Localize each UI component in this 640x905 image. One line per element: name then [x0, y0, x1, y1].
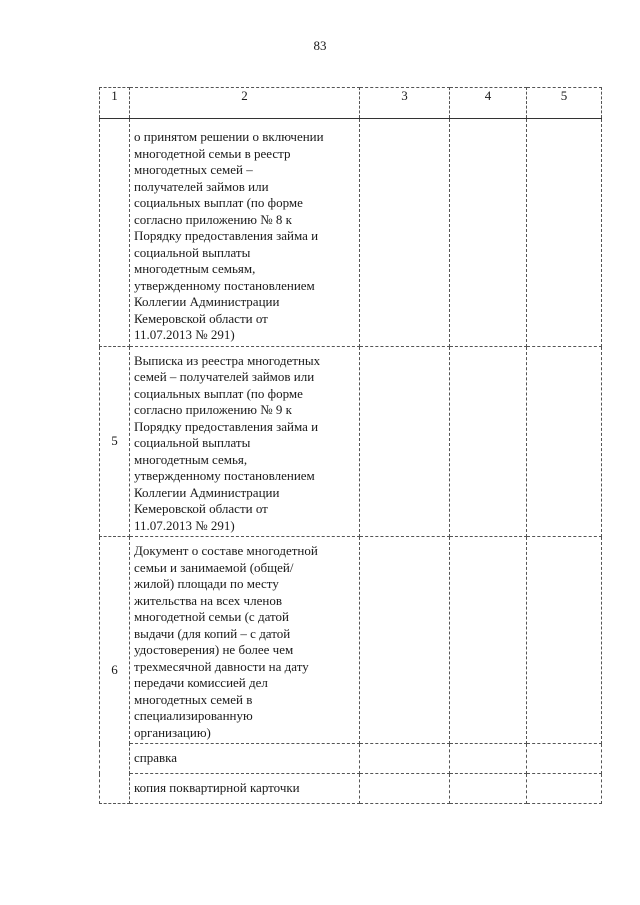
text-line: Кемеровской области от: [134, 310, 268, 326]
text-line: многодетных семей в: [134, 691, 253, 707]
empty-cell: [360, 537, 450, 744]
empty-cell: [450, 346, 527, 537]
empty-cell: [527, 744, 602, 774]
text-line: жилой) площади по месту: [134, 576, 279, 591]
text-line: утвержденному постановлением: [134, 468, 315, 483]
column-header: 2: [130, 88, 360, 119]
text-line: социальной выплаты: [134, 244, 251, 260]
text-line: Порядку предоставления займа и: [134, 418, 319, 434]
row-number: [100, 119, 130, 347]
table-header-row: [100, 88, 602, 119]
row-number: 6: [100, 537, 130, 804]
text-line: Коллегии Администрации: [134, 484, 280, 500]
column-header: 4: [450, 88, 527, 119]
table-row: [100, 537, 602, 744]
text-line: о принятом решении о включении: [134, 129, 324, 144]
table-subrow: [100, 744, 602, 774]
text-line: 11.07.2013 № 291): [134, 517, 235, 533]
table-row: [100, 346, 602, 537]
text-line: социальных выплат (по форме: [134, 195, 303, 210]
text-line: Коллегии Администрации: [134, 294, 280, 309]
documents-table: [99, 87, 602, 804]
text-line: Кемеровской области от: [134, 501, 268, 516]
empty-cell: [450, 774, 527, 804]
table-subrow: [100, 774, 602, 804]
empty-cell: [360, 119, 450, 347]
text-line: социальных выплат (по форме: [134, 385, 303, 401]
text-line: 11.07.2013 № 291): [134, 327, 235, 342]
row-number: 5: [100, 346, 130, 537]
text-line: специализированную: [134, 708, 253, 723]
empty-cell: [527, 346, 602, 537]
empty-cell: [360, 774, 450, 804]
empty-cell: [450, 537, 527, 744]
page-number: 83: [313, 38, 327, 53]
column-header: 5: [527, 88, 602, 119]
column-header: 1: [100, 88, 130, 119]
text-line: согласно приложению № 9 к: [134, 402, 292, 417]
empty-cell: [360, 744, 450, 774]
empty-cell: [450, 744, 527, 774]
document-description: [130, 537, 360, 744]
text-line: социальной выплаты: [134, 435, 251, 450]
empty-cell: [527, 537, 602, 744]
text-line: утвержденному постановлением: [134, 277, 315, 293]
empty-cell: [360, 346, 450, 537]
text-line: Документ о составе многодетной: [134, 543, 318, 558]
text-line: жительства на всех членов: [134, 592, 282, 608]
text-line: многодетным семья,: [134, 451, 248, 467]
text-line: получателей займов или: [134, 178, 269, 194]
document-description: [130, 346, 360, 537]
text-line: многодетным семьям,: [134, 261, 256, 276]
text-line: многодетных семей –: [134, 162, 253, 177]
document-description: [130, 119, 360, 347]
text-line: многодетной семьи (с датой: [134, 609, 289, 624]
empty-cell: [450, 119, 527, 347]
text-line: организацию): [134, 724, 211, 740]
table-row: [100, 119, 602, 347]
empty-cell: [527, 774, 602, 804]
text-line: семей – получателей займов или: [134, 369, 315, 384]
text-line: согласно приложению № 8 к: [134, 211, 292, 227]
text-line: передачи комиссией дел: [134, 675, 268, 690]
text-line: Порядку предоставления займа и: [134, 228, 319, 243]
document-subtype: справка: [130, 744, 360, 774]
text-line: Выписка из реестра многодетных: [134, 352, 321, 368]
text-line: трехмесячной давности на дату: [134, 658, 309, 674]
text-line: удостоверения) не более чем: [134, 642, 294, 657]
text-line: семьи и занимаемой (общей/: [134, 559, 294, 575]
text-line: выдачи (для копий – с датой: [134, 625, 291, 641]
column-header: 3: [360, 88, 450, 119]
text-line: многодетной семьи в реестр: [134, 145, 291, 161]
empty-cell: [527, 119, 602, 347]
document-subtype: копия поквартирной карточки: [130, 774, 360, 804]
